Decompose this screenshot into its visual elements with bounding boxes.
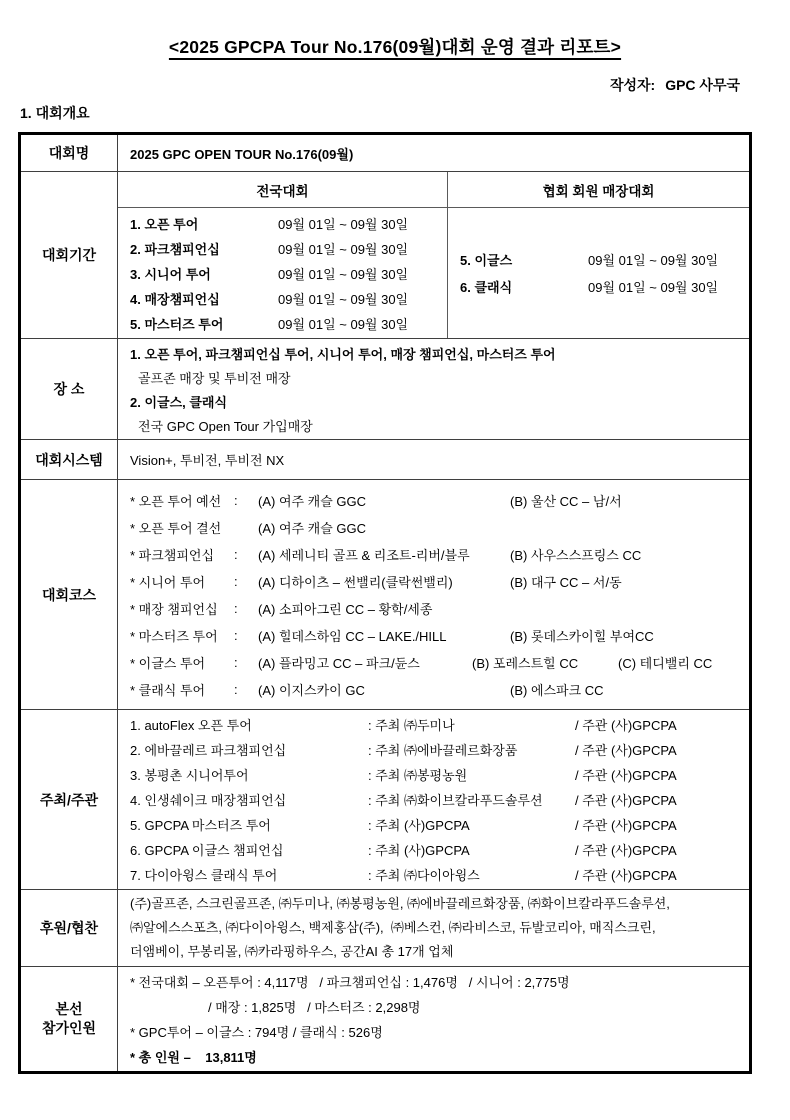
- author-value: GPC 사무국: [665, 77, 740, 93]
- course-line: [130, 541, 745, 568]
- course-line: [130, 514, 745, 541]
- course-b: (B) 에스파크 CC: [510, 682, 604, 698]
- member-header: 협회 회원 매장대회: [448, 172, 749, 208]
- tour-date: 09월 01일 ~ 09월 30일: [588, 253, 719, 268]
- course-b: (B) 사우스스프링스 CC: [510, 547, 642, 563]
- course-name: * 마스터즈 투어: [130, 628, 218, 644]
- course-a: (A) 힐데스하임 CC – LAKE./HILL: [258, 628, 447, 644]
- venue-line: 2. 이글스, 클래식: [130, 394, 228, 410]
- course-line: [130, 649, 745, 676]
- organizer-line: [130, 737, 745, 762]
- course-colon: :: [234, 627, 238, 643]
- course-line: [130, 595, 745, 622]
- participants-line: * 전국대회 – 오픈투어 : 4,117명 / 파크챔피언십 : 1,476명 / 시니어 : 2,775명: [130, 975, 570, 990]
- course-c: (C) 테디밸리 CC: [618, 655, 713, 671]
- row-sponsors: [20, 890, 751, 967]
- venue-line: 골프존 매장 및 투비전 매장: [138, 370, 291, 386]
- course-colon: :: [234, 546, 238, 562]
- courses-label: 대회코스: [20, 480, 118, 710]
- course-name: * 시니어 투어: [130, 574, 206, 590]
- course-a: (A) 디하이츠 – 썬밸리(클락썬밸리): [258, 574, 453, 590]
- org-manage: / 주관 (사)GPCPA: [575, 768, 677, 783]
- sponsors-line: ㈜알에스스포츠, ㈜다이아윙스, 백제홍삼(주), ㈜베스컨, ㈜라비스코, 듀발코리아, 매직스크린,: [130, 920, 656, 935]
- period-item: [130, 211, 447, 236]
- org-host: : 주최 (사)GPCPA: [368, 818, 470, 833]
- member-items: [448, 208, 749, 338]
- participants-cell: [118, 967, 751, 1073]
- course-b: (B) 포레스트힐 CC: [472, 655, 579, 671]
- sponsors-line: 더앰베이, 무봉리몰, ㈜카라핑하우스, 공간AI 총 17개 업체: [130, 944, 454, 959]
- author-line: [0, 75, 790, 95]
- section-heading: 1. 대회개요: [20, 105, 90, 121]
- organizers-label: 주최/주관: [20, 710, 118, 890]
- row-participants: [20, 967, 751, 1073]
- course-name: * 클래식 투어: [130, 682, 206, 698]
- system-value: Vision+, 투비전, 투비전 NX: [118, 440, 751, 480]
- org-event: 2. 에바끌레르 파크챔피언십: [130, 743, 287, 758]
- sponsors-line: (주)골프존, 스크린골프존, ㈜두미나, ㈜봉평농원, ㈜에바끌레르화장품, ㈜화이브칼라푸드솔루션,: [130, 896, 670, 911]
- org-manage: / 주관 (사)GPCPA: [575, 718, 677, 733]
- period-item: [130, 261, 447, 286]
- organizer-line: [130, 812, 745, 837]
- course-a: (A) 이지스카이 GC: [258, 682, 365, 698]
- org-host: : 주최 (사)GPCPA: [368, 843, 470, 858]
- tour-name: 5. 마스터즈 투어: [130, 316, 224, 332]
- course-a: (A) 플라밍고 CC – 파크/듄스: [258, 655, 420, 671]
- period-item: [130, 311, 447, 336]
- course-a: (A) 세레니티 골프 & 리조트-리버/블루: [258, 547, 470, 563]
- course-name: * 이글스 투어: [130, 655, 206, 671]
- period-label: 대회기간: [20, 172, 118, 339]
- organizer-line: [130, 837, 745, 862]
- overview-table: [18, 132, 752, 1074]
- tour-date: 09월 01일 ~ 09월 30일: [278, 266, 409, 282]
- tour-date: 09월 01일 ~ 09월 30일: [278, 291, 409, 307]
- course-b: (B) 울산 CC – 남/서: [510, 493, 622, 509]
- org-host: : 주최 ㈜다이아윙스: [368, 868, 480, 883]
- org-host: : 주최 ㈜봉평농원: [368, 768, 468, 783]
- course-line: [130, 676, 745, 703]
- tour-name: 6. 클래식: [460, 280, 513, 295]
- venue-cell: [118, 339, 751, 440]
- course-name: * 오픈 투어 예선: [130, 493, 222, 509]
- course-name: * 매장 챔피언십: [130, 601, 218, 617]
- org-event: 4. 인생쉐이크 매장챔피언십: [130, 793, 287, 808]
- course-a: (A) 여주 캐슬 GGC: [258, 493, 367, 509]
- period-item: [130, 286, 447, 311]
- tour-name: 1. 오픈 투어: [130, 216, 199, 232]
- course-colon: :: [234, 654, 238, 670]
- tour-date: 09월 01일 ~ 09월 30일: [588, 280, 719, 295]
- course-name: * 오픈 투어 결선: [130, 520, 222, 536]
- period-item: [460, 246, 749, 273]
- participants-line: * GPC투어 – 이글스 : 794명 / 클래식 : 526명: [130, 1025, 383, 1040]
- organizers-cell: [118, 710, 751, 890]
- tour-date: 09월 01일 ~ 09월 30일: [278, 241, 409, 257]
- tour-date: 09월 01일 ~ 09월 30일: [278, 316, 409, 332]
- venue-label: 장 소: [20, 339, 118, 440]
- organizer-line: [130, 787, 745, 812]
- course-a: (A) 소피아그린 CC – 황학/세종: [258, 601, 433, 617]
- page-title-text: <2025 GPCPA Tour No.176(09월)대회 운영 결과 리포트>: [168, 37, 622, 57]
- org-manage: / 주관 (사)GPCPA: [575, 818, 677, 833]
- tour-name: 2. 파크챔피언십: [130, 241, 220, 257]
- course-line: [130, 568, 745, 595]
- row-period: [20, 172, 751, 339]
- participants-line-total: * 총 인원 – 13,811명: [130, 1050, 257, 1065]
- tour-name: 5. 이글스: [460, 253, 513, 268]
- org-host: : 주최 ㈜에바끌레르화장품: [368, 743, 518, 758]
- row-organizers: [20, 710, 751, 890]
- org-manage: / 주관 (사)GPCPA: [575, 868, 677, 883]
- period-cell: [118, 172, 751, 339]
- org-event: 3. 봉평촌 시니어투어: [130, 768, 249, 783]
- org-manage: / 주관 (사)GPCPA: [575, 793, 677, 808]
- row-courses: [20, 480, 751, 710]
- national-items: [118, 208, 448, 338]
- course-b: (B) 대구 CC – 서/동: [510, 574, 622, 590]
- course-line: [130, 622, 745, 649]
- org-event: 5. GPCPA 마스터즈 투어: [130, 818, 271, 833]
- row-event-name: [20, 134, 751, 172]
- organizer-line: [130, 862, 745, 887]
- org-event: 6. GPCPA 이글스 챔피언십: [130, 843, 284, 858]
- tour-name: 3. 시니어 투어: [130, 266, 211, 282]
- row-system: [20, 440, 751, 480]
- courses-cell: [118, 480, 751, 710]
- event-name-label: 대회명: [20, 134, 118, 172]
- tour-date: 09월 01일 ~ 09월 30일: [278, 216, 409, 232]
- period-item: [130, 236, 447, 261]
- org-event: 7. 다이아윙스 클래식 투어: [130, 868, 278, 883]
- course-colon: :: [234, 600, 238, 616]
- period-subtable: [118, 172, 749, 338]
- author-label: 작성자:: [609, 77, 656, 93]
- course-name: * 파크챔피언십: [130, 547, 215, 563]
- page-title: [0, 0, 790, 59]
- venue-line: 전국 GPC Open Tour 가입매장: [138, 418, 313, 434]
- sponsors-cell: [118, 890, 751, 967]
- course-colon: :: [234, 573, 238, 589]
- org-host: : 주최 ㈜두미나: [368, 718, 455, 733]
- org-event: 1. autoFlex 오픈 투어: [130, 718, 252, 733]
- org-host: : 주최 ㈜화이브칼라푸드솔루션: [368, 793, 543, 808]
- course-b: (B) 롯데스카이힐 부여CC: [510, 628, 654, 644]
- row-venue: [20, 339, 751, 440]
- system-label: 대회시스템: [20, 440, 118, 480]
- venue-line: 1. 오픈 투어, 파크챔피언십 투어, 시니어 투어, 매장 챔피언십, 마스터즈 투어: [130, 346, 556, 362]
- org-manage: / 주관 (사)GPCPA: [575, 843, 677, 858]
- organizer-line: [130, 712, 745, 737]
- national-header: 전국대회: [118, 172, 448, 208]
- participants-label: [20, 967, 118, 1073]
- participants-label-line2: 참가인원: [41, 1020, 97, 1036]
- course-line: [130, 487, 745, 514]
- period-item: [460, 273, 749, 300]
- course-colon: :: [234, 681, 238, 697]
- course-a: (A) 여주 캐슬 GGC: [258, 520, 367, 536]
- participants-line: / 매장 : 1,825명 / 마스터즈 : 2,298명: [208, 1000, 421, 1015]
- participants-label-line1: 본선: [55, 1001, 83, 1017]
- event-name-value: 2025 GPC OPEN TOUR No.176(09월): [118, 134, 751, 172]
- tour-name: 4. 매장챔피언십: [130, 291, 220, 307]
- org-manage: / 주관 (사)GPCPA: [575, 743, 677, 758]
- course-colon: :: [234, 492, 238, 508]
- participants-label-stack: [21, 1000, 117, 1038]
- sponsors-label: 후원/협찬: [20, 890, 118, 967]
- organizer-line: [130, 762, 745, 787]
